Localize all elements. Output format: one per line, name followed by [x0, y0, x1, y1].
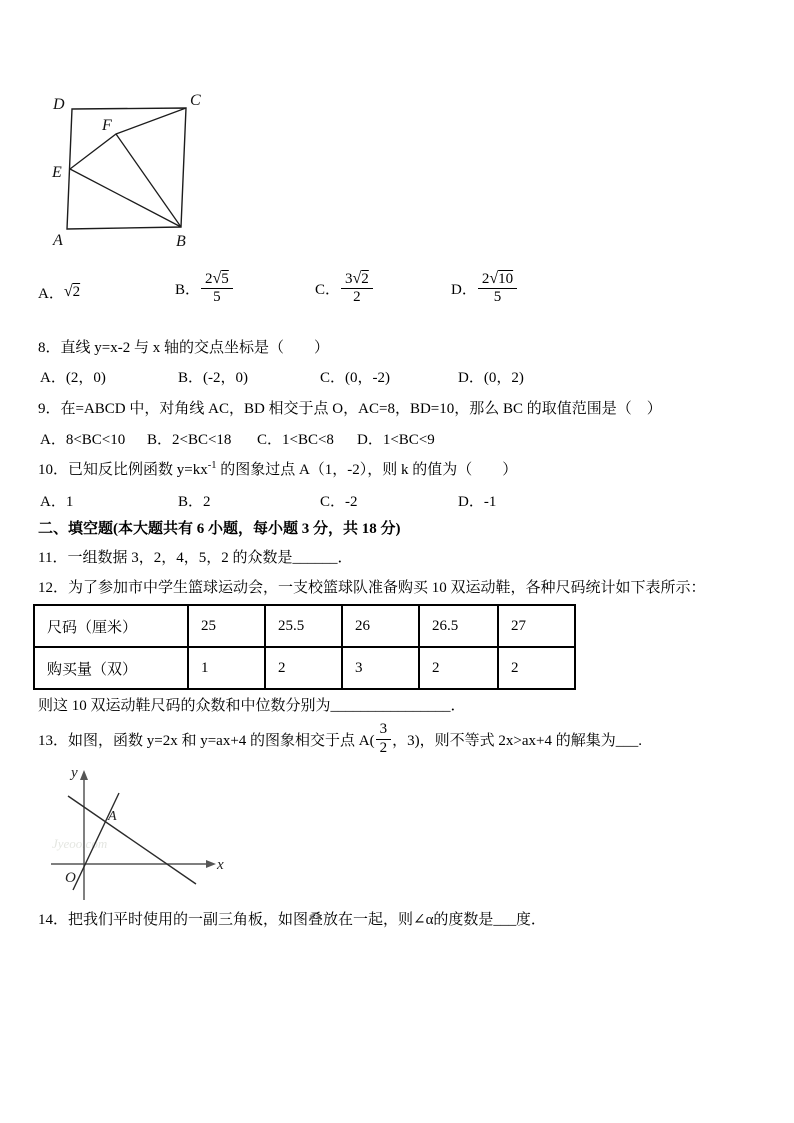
radicand: 2: [72, 284, 81, 300]
sqrt-symbol: √: [489, 270, 499, 287]
table-cell: 3: [342, 647, 419, 689]
table-cell: 25.5: [265, 605, 342, 647]
option-label: A．: [38, 286, 64, 302]
denominator: 5: [478, 288, 517, 306]
vertex-label-a: A: [53, 232, 63, 249]
radicand: 5: [221, 271, 229, 287]
q8-options-row: [0, 366, 794, 388]
table-cell: 2: [498, 647, 575, 689]
question-8-title: 8．直线 y=x-2 与 x 轴的交点坐标是（ ）: [38, 340, 329, 356]
y-axis-arrow: [80, 770, 88, 780]
table-cell: 购买量（双）: [34, 647, 188, 689]
vertex-label-f: F: [102, 117, 112, 134]
q7-options-row: [0, 271, 794, 315]
q7-option-d: [451, 271, 518, 307]
coefficient: 2: [205, 271, 213, 287]
numerator: 3: [379, 721, 388, 738]
fraction: [201, 271, 233, 307]
question-11-text: 11．一组数据 3，2，4，5，2 的众数是______．: [38, 550, 353, 566]
q9-option-d: D．1<BC<9: [357, 432, 435, 448]
fraction: [478, 271, 517, 307]
coefficient: 2: [481, 271, 490, 287]
shoe-size-table: [33, 604, 576, 690]
q10-option-d: D．-1: [458, 494, 497, 510]
question-13-text: [38, 716, 642, 762]
q8-option-b: B．(-2，0): [178, 370, 248, 386]
q9-option-a: A．8<BC<10: [40, 432, 126, 448]
q10-option-b: B．2: [178, 494, 211, 510]
table-row-quantity: [34, 647, 575, 689]
q10-title-post: 的图象过点 A（1，-2），则 k 的值为（ ）: [216, 462, 518, 478]
watermark: Jyeoo.com: [52, 836, 108, 851]
q8-option-a: A．(2，0): [40, 370, 106, 386]
q9-options-row: [0, 428, 794, 450]
q8-option-d: D．(0，2): [458, 370, 524, 386]
sqrt-symbol: √: [352, 270, 362, 287]
x-axis-label: x: [217, 857, 224, 873]
option-label: C．: [315, 282, 341, 299]
q7-option-b: [175, 271, 234, 307]
q8-option-c: C．(0，-2): [320, 370, 390, 386]
fraction: [341, 271, 373, 307]
table-cell: 27: [498, 605, 575, 647]
y-axis-label: y: [71, 765, 78, 781]
table-cell: 26.5: [419, 605, 498, 647]
exponent: -1: [207, 460, 217, 471]
q10-options-row: [0, 490, 794, 512]
point-a-label: A: [108, 809, 117, 824]
radicand: 10: [498, 271, 514, 287]
table-cell: 尺码（厘米）: [34, 605, 188, 647]
q9-option-c: C．1<BC<8: [257, 432, 334, 448]
denominator: 2: [341, 288, 373, 306]
q7-option-c: [315, 271, 374, 307]
q7-option-a: [38, 282, 80, 303]
coefficient: 3: [345, 271, 353, 287]
denominator: 2: [376, 739, 392, 757]
table-cell: 1: [188, 647, 265, 689]
q9-option-b: B．2<BC<18: [147, 432, 232, 448]
sqrt-symbol: √: [63, 283, 73, 300]
vertex-label-b: B: [176, 233, 186, 250]
question-10-title: [38, 461, 517, 480]
vertex-label-c: C: [190, 92, 201, 109]
question-9-title: 9．在=ABCD 中，对角线 AC，BD 相交于点 O，AC=8，BD=10，那么 BC 的取值范围是（ ）: [38, 401, 662, 417]
sqrt-symbol: √: [212, 270, 222, 287]
table-cell: 2: [265, 647, 342, 689]
q10-option-c: C．-2: [320, 494, 358, 510]
x-axis-arrow: [206, 860, 216, 868]
radicand: 2: [361, 271, 369, 287]
coordinate-graph: [40, 762, 240, 907]
fraction: [376, 721, 392, 757]
option-label: B．: [175, 282, 201, 299]
question-12-text: 12．为了参加市中学生篮球运动会，一支校篮球队准备购买 10 双运动鞋，各种尺码统计如下表所示：: [38, 580, 706, 596]
table-row-sizes: [34, 605, 575, 647]
square-figure: [40, 88, 240, 256]
question-12-conclusion: 则这 10 双运动鞋尺码的众数和中位数分别为________________．: [38, 698, 466, 714]
q13-text-pre: 13．如图，函数 y=2x 和 y=ax+4 的图象相交于点 A(: [38, 732, 375, 749]
table-cell: 26: [342, 605, 419, 647]
option-label: D．: [451, 282, 477, 299]
radical: [64, 284, 80, 301]
vertex-label-e: E: [52, 164, 62, 181]
table-cell: 25: [188, 605, 265, 647]
vertex-label-d: D: [53, 96, 65, 113]
q13-text-post: ，3)，则不等式 2x>ax+4 的解集为___.: [392, 732, 642, 749]
section-2-header: 二、填空题(本大题共有 6 小题，每小题 3 分，共 18 分): [38, 521, 401, 537]
question-14-text: 14．把我们平时使用的一副三角板，如图叠放在一起，则∠α的度数是___度．: [38, 912, 546, 928]
origin-label: O: [65, 870, 76, 886]
table-cell: 2: [419, 647, 498, 689]
denominator: 5: [201, 288, 233, 306]
q10-option-a: A．1: [40, 494, 74, 510]
q10-title-pre: 10．已知反比例函数 y=kx: [38, 462, 208, 478]
